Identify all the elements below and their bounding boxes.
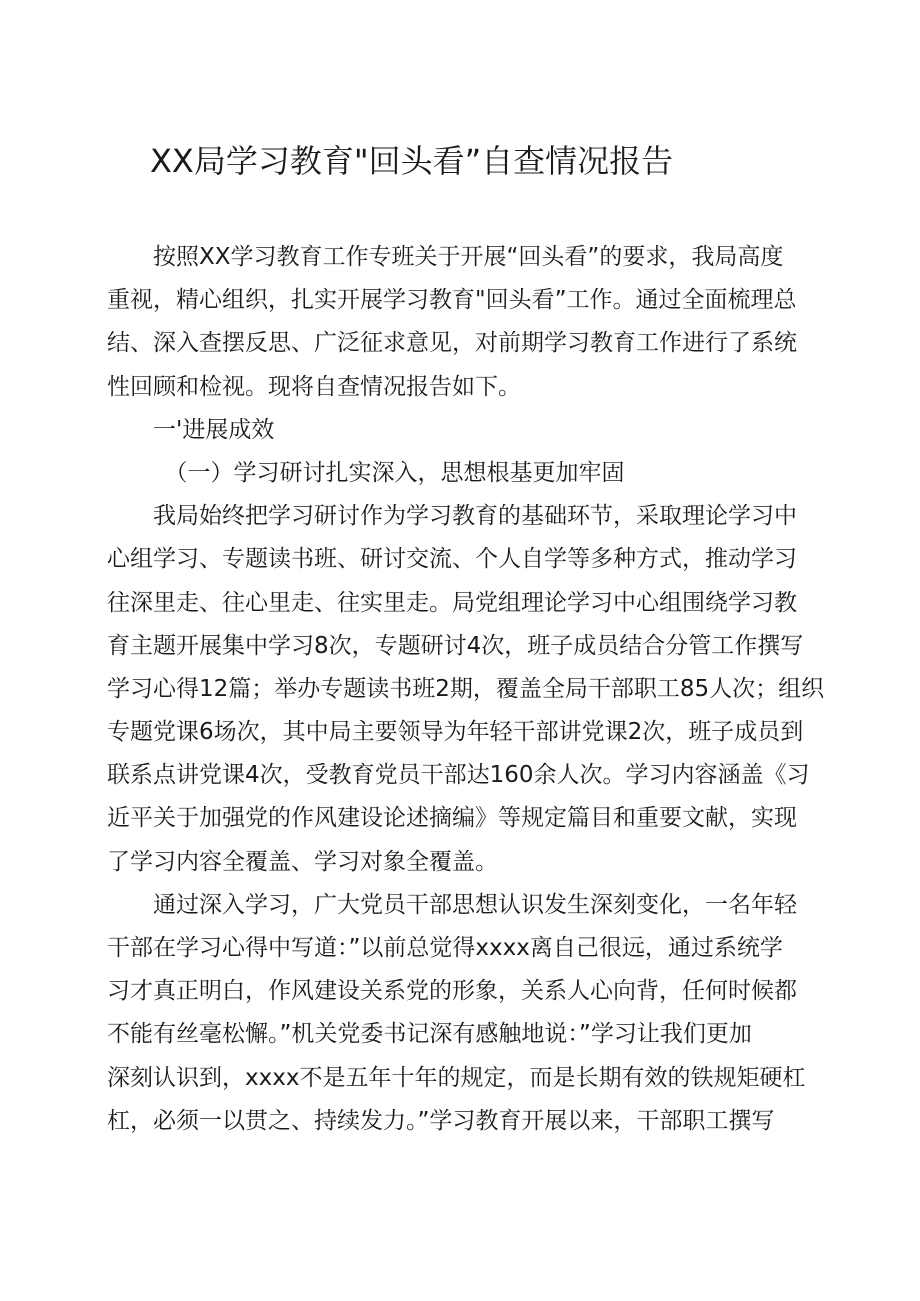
body-line: 近平关于加强党的作风建设论述摘编》等规定篇目和重要文献，实现 xyxy=(107,805,797,832)
body-line: 性回顾和检视。现将自查情况报告如下。 xyxy=(107,373,521,400)
body-line: 不能有丝毫松懈。”机关党委书记深有感触地说：”学习让我们更加 xyxy=(107,1021,752,1048)
document-body xyxy=(107,236,825,1143)
body-line: 育主题开展集中学习8次，专题研讨4次，班子成员结合分管工作撰写 xyxy=(107,632,804,659)
body-line: 通过深入学习，广大党员干部思想认识发生深刻变化，一名年轻 xyxy=(107,891,797,918)
subsection-heading: （一）学习研讨扎实深入，思想根基更加牢固 xyxy=(107,459,625,486)
body-line: 学习心得12篇；举办专题读书班2期，覆盖全局干部职工85人次；组织 xyxy=(107,675,825,702)
body-line: 杠，必须一以贯之、持续发力。”学习教育开展以来，干部职工撰写 xyxy=(107,1107,775,1134)
document-title: XX局学习教育"回头看”自查情况报告 xyxy=(150,142,674,180)
body-line: 按照XX学习教育工作专班关于开展“回头看”的要求，我局高度 xyxy=(107,244,784,270)
body-line: 习才真正明白，作风建设关系党的形象，关系人心向背，任何时候都 xyxy=(107,978,797,1005)
body-line: 深刻认识到，xxxx不是五年十年的规定，而是长期有效的铁规矩硬杠 xyxy=(107,1064,806,1091)
body-line: 往深里走、往心里走、往实里走。局党组理论学习中心组围绕学习教 xyxy=(107,589,797,616)
body-line: 重视，精心组织，扎实开展学习教育"回头看”工作。通过全面梳理总 xyxy=(107,287,797,314)
body-line: 我局始终把学习研讨作为学习教育的基础环节，采取理论学习中 xyxy=(107,503,797,530)
body-line: 心组学习、专题读书班、研讨交流、个人自学等多种方式，推动学习 xyxy=(107,546,797,573)
body-line: 结、深入查摆反思、广泛征求意见，对前期学习教育工作进行了系统 xyxy=(107,330,797,357)
body-line: 了学习内容全覆盖、学习对象全覆盖。 xyxy=(107,848,498,875)
body-line: 干部在学习心得中写道：”以前总觉得xxxx离自己很远，通过系统学 xyxy=(107,935,783,961)
body-line: 联系点讲党课4次，受教育党员干部达160余人次。学习内容涵盖《习 xyxy=(107,762,810,789)
section-heading: 一'进展成效 xyxy=(107,416,275,443)
body-line: 专题党课6场次，其中局主要领导为年轻干部讲党课2次，班子成员到 xyxy=(107,719,804,746)
